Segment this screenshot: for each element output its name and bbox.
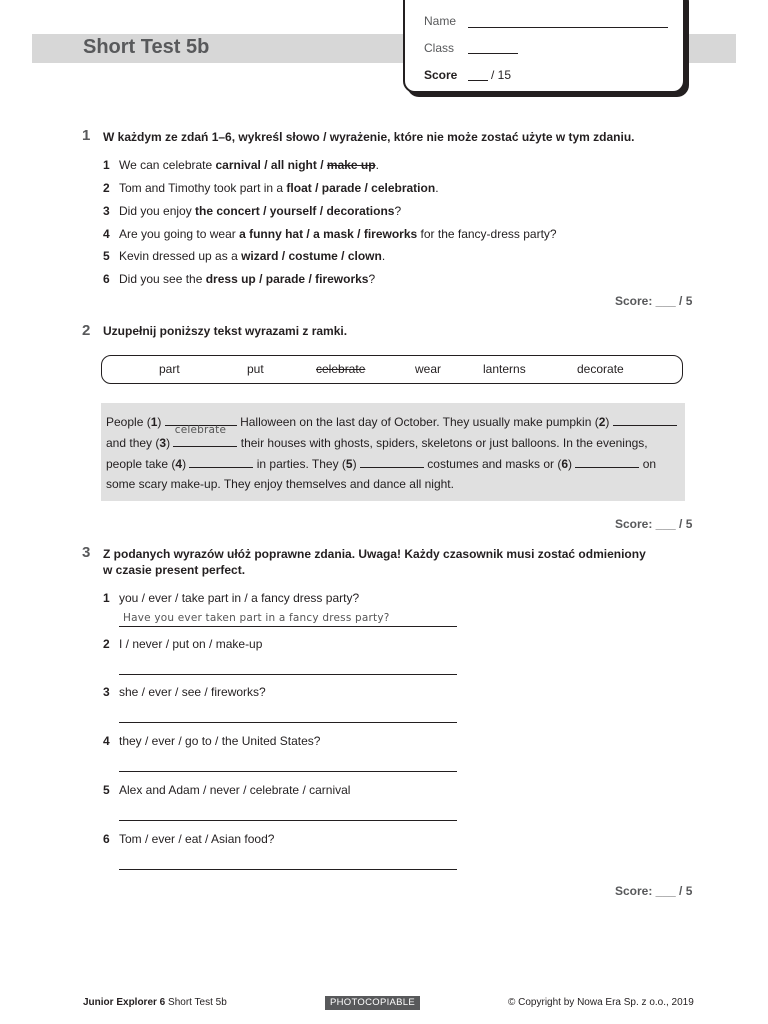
option-separator: / [305, 272, 316, 286]
section-1-item [103, 248, 385, 264]
item-text: Are you going to wear [119, 227, 240, 241]
score-field[interactable] [468, 80, 488, 81]
section-2-score: Score: ___ / 5 [615, 517, 693, 531]
answer-line[interactable] [119, 820, 457, 821]
item-text: Did you enjoy [119, 204, 196, 218]
item-text: We can celebrate [119, 158, 216, 172]
item-text: Kevin dressed up as a [119, 249, 242, 263]
option[interactable]: yourself [269, 204, 317, 218]
option-separator: / [311, 181, 322, 195]
gap-5[interactable] [360, 467, 424, 468]
item-prompt: she / ever / see / fireworks? [119, 685, 266, 699]
option[interactable]: parade [321, 181, 362, 195]
option[interactable]: celebration [371, 181, 436, 195]
section-1-item [103, 180, 439, 196]
gap-2[interactable] [613, 425, 677, 426]
option-separator: / [260, 158, 271, 172]
section-2-number: 2 [82, 322, 91, 339]
item-number: 6 [103, 272, 110, 286]
item-number: 5 [103, 783, 110, 797]
text-line-4: some scary make-up. They enjoy themselves and dance all night. [106, 477, 454, 491]
section-2-instruction: Uzupełnij poniższy tekst wyrazami z ramki. [103, 324, 348, 338]
option-separator: / [278, 249, 289, 263]
option[interactable]: the concert [195, 204, 260, 218]
section-1-number: 1 [82, 127, 91, 144]
answer-line[interactable] [119, 626, 457, 627]
word-box-item: decorate [577, 362, 624, 376]
item-number: 2 [103, 181, 110, 195]
option[interactable]: a funny hat [239, 227, 304, 241]
option-separator: / [353, 227, 364, 241]
section-3-instruction-2: w czasie present perfect. [103, 563, 246, 577]
option[interactable]: float [286, 181, 312, 195]
gap-4[interactable] [189, 467, 253, 468]
section-1-item [103, 226, 557, 242]
word-box-item: put [247, 362, 264, 376]
gap-1-answer: celebrate [174, 424, 227, 436]
text-line-2: and they (3) their houses with ghosts, spiders, skeletons or just balloons. In the evenings, [106, 436, 648, 450]
item-prompt: you / ever / take part in / a fancy dress party? [119, 591, 360, 605]
item-number: 3 [103, 685, 110, 699]
section-1-item [103, 157, 379, 173]
class-label: Class [424, 41, 455, 55]
item-text: for the fancy-dress party? [417, 227, 557, 241]
gap-3[interactable] [173, 446, 237, 447]
item-text: . [435, 181, 439, 195]
item-prompt: Alex and Adam / never / celebrate / carnival [119, 783, 351, 797]
option-separator: / [316, 158, 327, 172]
section-1-instruction: W każdym ze zdań 1–6, wykreśl słowo / wyrażenie, które nie może zostać użyte w tym zdaniu. [103, 130, 635, 144]
item-number: 5 [103, 249, 110, 263]
section-3-item [103, 590, 359, 606]
gap-6[interactable] [575, 467, 639, 468]
score-label: Score [424, 68, 458, 82]
section-3-item [103, 636, 262, 652]
gap-1[interactable] [165, 424, 237, 436]
text-line-3: people take (4) in parties. They (5) costumes and masks or (6) on [106, 457, 657, 471]
option[interactable]: dress up [205, 272, 256, 286]
option[interactable]: decorations [326, 204, 395, 218]
name-field[interactable] [468, 27, 668, 28]
answer-line[interactable] [119, 722, 457, 723]
item-prompt: Tom / ever / eat / Asian food? [119, 832, 275, 846]
class-field[interactable] [468, 53, 518, 54]
item-prompt: they / ever / go to / the United States? [119, 734, 321, 748]
item-text: . [375, 158, 379, 172]
section-3-item [103, 782, 350, 798]
item-number: 2 [103, 637, 110, 651]
option[interactable]: parade [265, 272, 306, 286]
section-3-score: Score: ___ / 5 [615, 884, 693, 898]
option[interactable]: costume [288, 249, 338, 263]
item-prompt: I / never / put on / make-up [119, 637, 263, 651]
section-3-item [103, 831, 274, 847]
option[interactable]: all night [270, 158, 317, 172]
item-text: ? [368, 272, 376, 286]
item-number: 3 [103, 204, 110, 218]
score-total: / 15 [491, 68, 512, 82]
option[interactable]: a mask [313, 227, 354, 241]
item-number: 4 [103, 227, 110, 241]
option-separator: / [361, 181, 372, 195]
item-text: Did you see the [119, 272, 206, 286]
section-1-score: Score: ___ / 5 [615, 294, 693, 308]
answer-line[interactable] [119, 771, 457, 772]
section-1-item [103, 271, 375, 287]
option[interactable]: fireworks [315, 272, 369, 286]
word-box-item-crossed: celebrate [316, 362, 366, 376]
answer-line[interactable] [119, 674, 457, 675]
option[interactable]: fireworks [363, 227, 418, 241]
student-info-box [403, 0, 685, 93]
option-crossed[interactable]: make up [326, 158, 376, 172]
item-text: Tom and Timothy took part in a [119, 181, 287, 195]
item-number: 4 [103, 734, 110, 748]
item-text: . [381, 249, 386, 263]
word-box-item: part [159, 362, 180, 376]
section-1-item [103, 203, 401, 219]
option[interactable]: clown [347, 249, 382, 263]
option[interactable]: wizard [241, 249, 279, 263]
word-box-item: wear [415, 362, 442, 376]
answer-line[interactable] [119, 869, 457, 870]
footer-copyright: © Copyright by Nowa Era Sp. z o.o., 2019 [508, 997, 694, 1008]
photocopiable-badge: PHOTOCOPIABLE [325, 996, 420, 1010]
name-label: Name [424, 14, 457, 28]
section-3-instruction-1: Z podanych wyrazów ułóż poprawne zdania. Uwaga! Każdy czasownik musi zostać odmieniony [103, 547, 646, 561]
item-number: 1 [103, 158, 110, 172]
section-3-number: 3 [82, 544, 91, 561]
section-3-item [103, 733, 320, 749]
option-separator: / [259, 204, 270, 218]
option-separator: / [316, 204, 327, 218]
item-number: 1 [103, 591, 110, 605]
option-separator: / [303, 227, 314, 241]
section-3-item [103, 684, 266, 700]
option[interactable]: carnival [215, 158, 261, 172]
text-line-1: People (1) celebrate Halloween on the last day of October. They usually make pumpkin (2) [106, 414, 677, 430]
option-separator: / [255, 272, 266, 286]
word-box-item: lanterns [483, 362, 526, 376]
page-title: Short Test 5b [83, 36, 210, 58]
footer-book: Junior Explorer 6 Short Test 5b [83, 997, 227, 1008]
item-text: ? [394, 204, 402, 218]
option-separator: / [337, 249, 348, 263]
handwritten-answer: Have you ever taken part in a fancy dress party? [123, 612, 390, 624]
item-number: 6 [103, 832, 110, 846]
